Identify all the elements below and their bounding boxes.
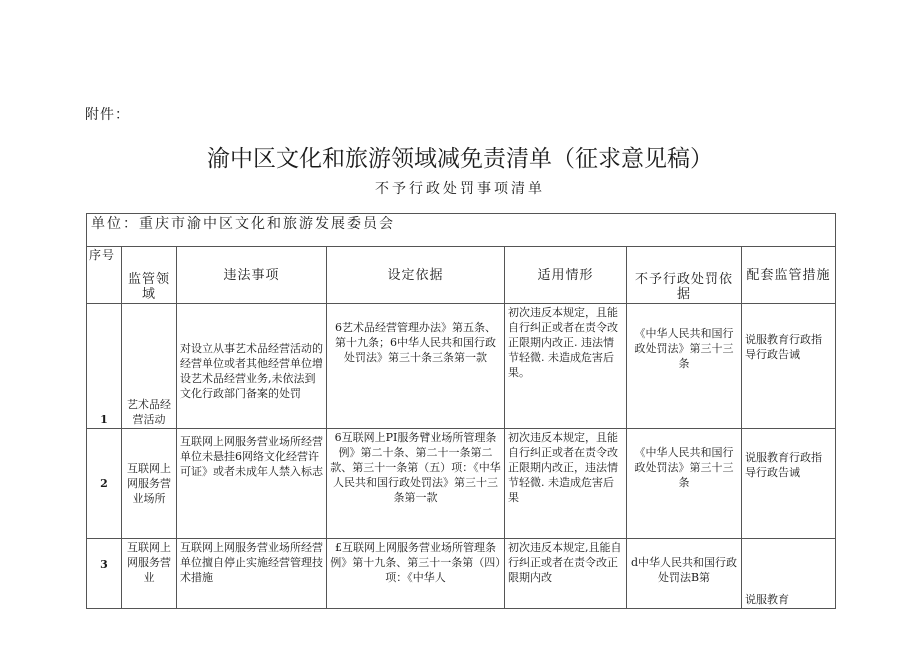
row-seq: 1 [87,304,122,429]
header-seq: 序号 [87,247,122,304]
table-row [87,304,836,429]
table-row [87,429,836,539]
row-basis: £互联网上网服务营业场所管理条例》第十九条、第三十一条第（四）项：《中华人 [327,539,505,609]
row-domain: 艺术品经营活动 [122,304,177,429]
row-seq: 3 [87,539,122,609]
row-measures: 说服教育行政指导行政告诫 [742,429,836,539]
row-seq: 2 [87,429,122,539]
document-subtitle: 不予行政处罚事项清单 [375,181,545,197]
row-no-penalty-basis: 《中华人民共和国行政处罚法》第三十三条 [627,429,742,539]
header-situation: 适用情形 [505,247,627,304]
row-measures: 说服教育行政指导行政告诫 [742,304,836,429]
exemption-list-table [86,213,836,609]
document-title: 渝中区文化和旅游领域减免责清单（征求意见稿） [207,146,713,172]
header-violation: 违法事项 [177,247,327,304]
row-situation: 初次违反本规定,且能自行纠正或者在责令改正限期内改 [505,539,627,609]
row-situation: 初次违反本规定，且能自行纠正或者在责令改正限期内改正，违法情节轻微. 未造成危害后果 [505,429,627,539]
row-domain: 互联网上网服务营业场所 [122,429,177,539]
header-row [87,247,836,304]
row-violation: 互联网上网服务营业场所经营单位擅自停止实施经营管理技术措施 [177,539,327,609]
row-violation: 互联网上网服务营业场所经营单位未悬挂6网络文化经营许可证》或者未成年人禁入标志 [177,429,327,539]
row-no-penalty-basis: 《中华人民共和国行政处罚法》第三十三条 [627,304,742,429]
row-measures: 说服教育 [742,539,836,609]
row-situation: 初次违反本规定，且能自行纠正或者在责令改正限期内改正. 违法情节轻微. 未造成危害后果。 [505,304,627,429]
header-domain: 监管领域 [122,247,177,304]
attachment-label: 附件： [85,107,130,123]
header-no-penalty-basis: 不予行政处罚依据 [627,247,742,304]
header-basis: 设定依据 [327,247,505,304]
row-no-penalty-basis: d中华人民共和国行政处罚法B第 [627,539,742,609]
table-row [87,539,836,609]
row-domain: 互联网上网服务营业 [122,539,177,609]
unit-cell: 单位：重庆市渝中区文化和旅游发展委员会 [87,214,836,247]
row-basis: 6互联网上PI服务臂业场所管理条例》第二十条、第二十一条第二款、第三十一条第（五）项：《中华人民共和国行政处罚法》第三十三条第一款 [327,429,505,539]
unit-row [87,214,836,247]
row-basis: 6艺术品经营管理办法》第五条、第十九条；6中华人民共和国行政处罚法》第三十条三条第一款 [327,304,505,429]
row-violation: 对设立从事艺术品经营活动的经营单位或者其他经营单位增设艺术品经营业务,未依法到文化行政部门备案的处罚 [177,304,327,429]
header-measures: 配套监管措施 [742,247,836,304]
